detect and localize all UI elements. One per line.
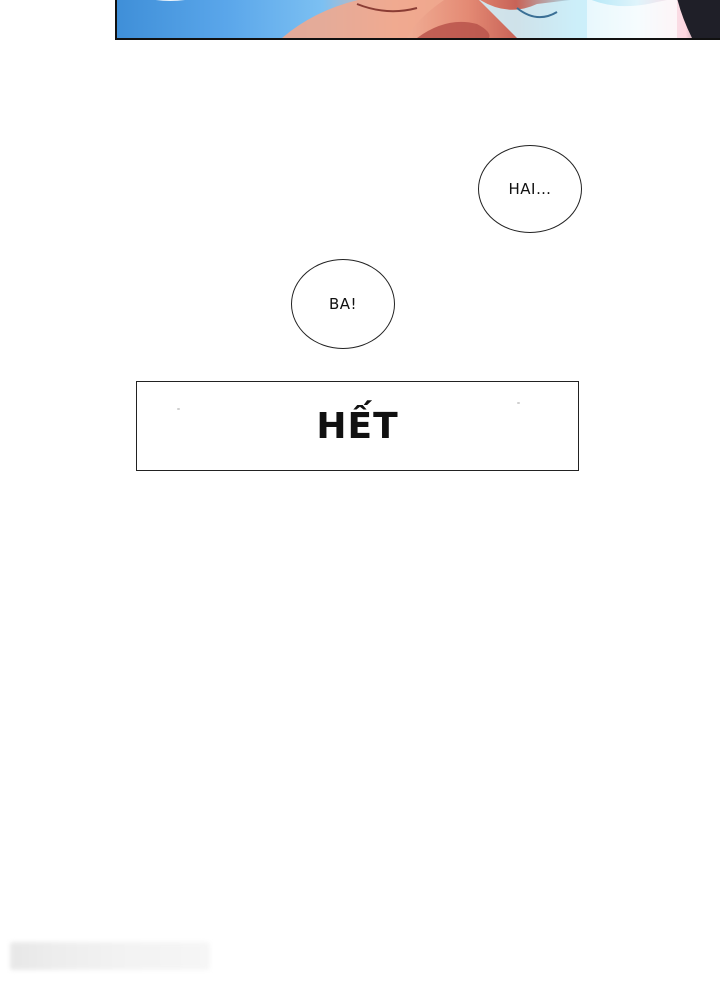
blurred-watermark [10,942,210,970]
speech-text-hai: HAI… [508,180,552,198]
decorative-speck [517,402,520,404]
ending-label: HẾT [316,405,399,447]
top-comic-panel [115,0,720,40]
decorative-speck [177,408,180,410]
speech-bubble-ba [291,259,395,349]
comic-panel-art [117,0,720,40]
speech-text-ba: BA! [328,295,358,313]
ending-box [136,381,579,471]
speech-bubble-hai [478,145,582,233]
